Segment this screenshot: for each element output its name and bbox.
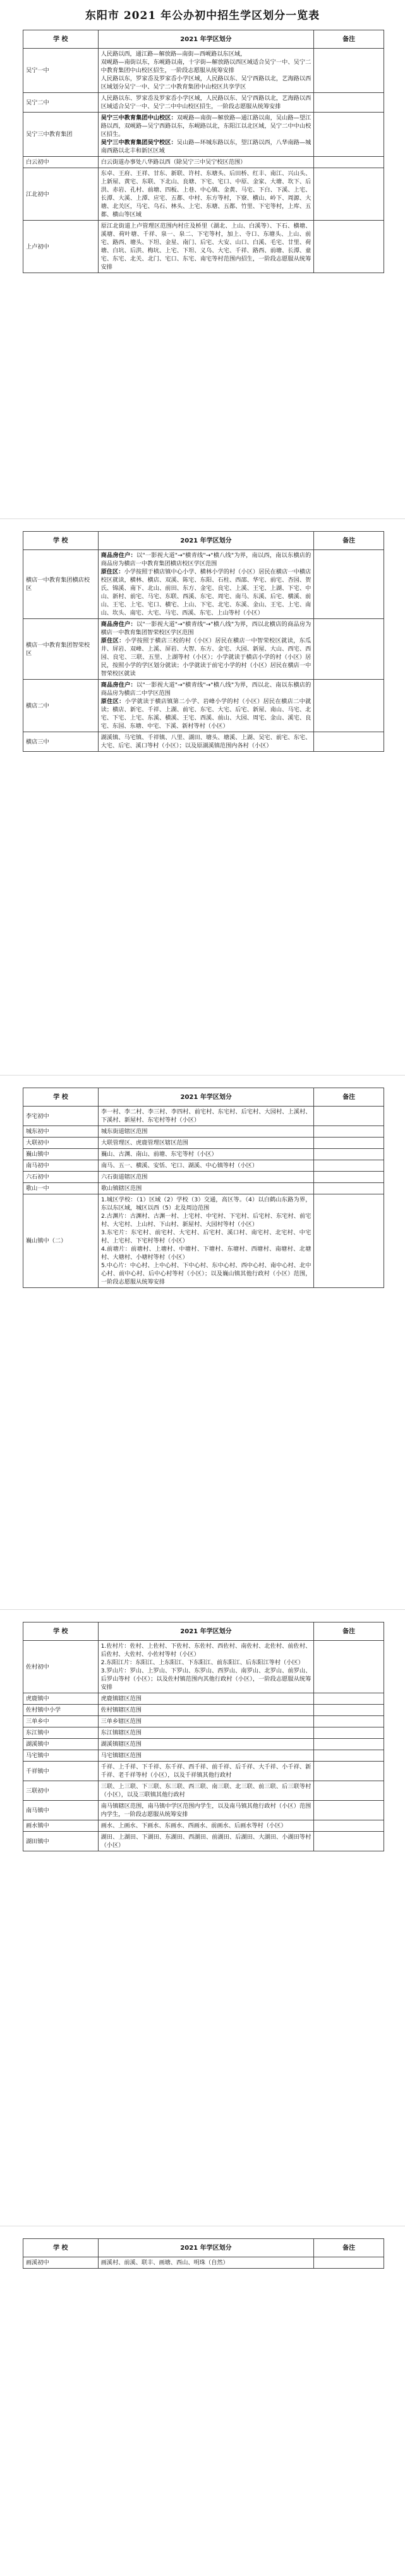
school-name: 千祥镇中 [23, 1762, 99, 1781]
remark-cell [314, 157, 384, 168]
header-school: 学 校 [23, 1088, 99, 1107]
school-name: 湖溪镇中 [23, 1739, 99, 1750]
district-description [98, 1832, 314, 1851]
district-paragraph: 原江北街道上卢管理区范围内村庄及桥里（湖北、上山、白溪等）、下石、横塘、溪塘、荷叶塘、千祥、泉一、泉二、下宅等村，加上、寺口、东塘头、上山、前宅、路西、塘头、下坦、金星、南门、后宅、大安、山口、白溪、毛宅、廿里、荷塘、白坑、后洪、梅坑、上宅、下坦、义乌、大宅、千祥、路西、前塘、长潭、童宅、东宅、北关、北门、宅口、东宅、南宅等村范围内招生，一阶段志愿服从统筹安排 [100, 223, 311, 271]
table-row [23, 1138, 384, 1149]
remark-cell [314, 1641, 384, 1693]
district-paragraph [101, 637, 311, 678]
school-name: 城东初中 [23, 1126, 99, 1138]
district-text: 小学按照于横店三校的村（小区）居民在横店一中智荣校区就读，东瓜井、屏岩、双峰、上溪、屏岩、大智、东方、金宅、大园、新屋、大山、西宅、西园、良宅、三联、五里、上湖等村（小区）；小学就读于横店小学的村（小区）居民，按照小学的学区划分就读；小学就读于前宅小学的村（小区）居民在横店一中智荣校区就读 [100, 637, 311, 677]
district-text: 以"一影视大道"→"横青线"→"横八线"为界，西以北横店的商品房为横店一中教育集团智荣校区学区范围 [100, 621, 311, 636]
district-text: 小学按照于横店镇中心小学、横林小学的村（小区）居民在横店一中横店校区就读，横林、横店、双溪、陈宅、东阳、石柱、西邵、华宅、前宅、杏园、贺氏、锦溪、南下、北山、前田、东方、金宅、良宅、上溪、王宅、上湖、下宅、中山、新村、前宅、马宅、东联、西溪、东宅、周宅、南马、东溪、后宅、横溪、前山、王宅、上宅、宅口、横宅、上山、下宅、北宅、东溪、金山、王宅、上宅、南山、坎头、南宅、大宅、马宅、西溪、东宅、上山等村（小区） [100, 568, 311, 616]
district-paragraph: 大联管理区、虎鹿管理区辖区范围 [100, 1139, 188, 1146]
district-paragraph: 白云街道办事处八华路以西（除吴宁三中吴宁校区范围） [100, 159, 246, 166]
table-row [23, 1801, 384, 1820]
district-paragraph: 城东街道辖区范围 [100, 1128, 148, 1135]
district-description [98, 1693, 314, 1705]
school-name: 横店三中 [23, 732, 99, 752]
header-school: 学 校 [23, 30, 99, 49]
remark-cell [314, 1739, 384, 1750]
district-paragraph [101, 697, 311, 730]
district-paragraph [101, 620, 311, 637]
remark-cell [314, 49, 384, 93]
remark-cell [314, 1194, 384, 1288]
district-paragraph: 画水、上画水、下画水、东画水、西画水、前画水、后画水等村（小区） [100, 1822, 287, 1829]
district-paragraph: 2.东阳江片：东阳江、上东阳江、下东阳江、前东阳江、后东阳江等村（小区） [100, 1659, 304, 1666]
table-header-row [23, 30, 384, 49]
header-note: 备注 [314, 2239, 384, 2257]
table-header-row [23, 1088, 384, 1107]
table-row [23, 1727, 384, 1739]
school-name: 大联初中 [23, 1138, 99, 1149]
district-description [98, 93, 314, 113]
remark-cell [314, 221, 384, 273]
remark-cell [314, 1138, 384, 1149]
district-description [98, 1781, 314, 1801]
district-subheading: 吴宁三中教育集团吴宁校区： [100, 139, 177, 146]
table-row [23, 1107, 384, 1126]
district-description [98, 1801, 314, 1820]
district-description [98, 221, 314, 273]
district-text: 小学就读于横店镇第二小学、岩峰小学的村（小区）居民在横店二中就读；横店、新宅、千祥、上湖、前宅、东宅、大宅、后宅、新屋、南山、马宅、北宅、下宅、上宅、东溪、横溪、王宅、西溪、前山、大园、周宅、金山、溪宅、良宅、东园、东塘、中宅、下溪、新村等村（小区） [100, 698, 311, 730]
table-row [23, 1716, 384, 1727]
school-name: 佐村初中 [23, 1641, 99, 1693]
district-paragraph [101, 138, 311, 155]
district-subheading: 商品房住户： [100, 621, 136, 628]
district-description [98, 1107, 313, 1126]
table-row [23, 1750, 384, 1762]
district-description [98, 619, 314, 680]
district-paragraph: 3.东宅片：东宅村、前宅村、大宅村、后宅村、溪口村、南宅村、北宅村、中宅村、上宅村、下宅村等村（小区） [100, 1229, 311, 1244]
district-table-2 [23, 531, 384, 752]
district-description [98, 157, 314, 168]
table-header-row [23, 532, 384, 550]
district-description [98, 1183, 313, 1194]
district-text: 双岘路—南街—解放路—通江路以南，吴山路—望江路以西，双岘路—吴宁西路以东，东岘路以北，东阳江以北区域，吴宁二中中山校区招生。 [100, 114, 311, 138]
remark-cell [314, 1693, 384, 1705]
header-area: 2021 年学区划分 [98, 30, 314, 49]
district-paragraph: 三联、上三联、下三联、东三联、西三联、南三联、北三联、前三联、后三联等村（小区），以及三联镇其他行政村 [100, 1783, 311, 1798]
table-body [23, 1641, 384, 1851]
district-description [98, 113, 314, 157]
table-row [23, 1172, 384, 1183]
district-description [98, 1160, 313, 1172]
district-description [98, 1739, 314, 1750]
table-row [23, 1832, 384, 1851]
school-name: 歌山一中 [23, 1183, 99, 1194]
district-paragraph: 湖溪镇辖区范围 [100, 1741, 142, 1748]
district-subheading: 吴宁三中教育集团中山校区： [100, 114, 177, 121]
school-name: 南马镇中 [23, 1801, 99, 1820]
table-row [23, 1149, 384, 1160]
table-row [23, 1762, 384, 1781]
table-row [23, 1194, 384, 1288]
school-name: 白云初中 [23, 157, 99, 168]
district-paragraph: 巍山、古渊、南山、前塘、东宅等村（小区） [100, 1151, 217, 1158]
district-description [98, 1138, 313, 1149]
table-row [23, 168, 384, 221]
remark-cell [314, 1801, 384, 1820]
district-paragraph: 南马镇辖区范围，南马镇中学区范围内学生，以及南马镇其他行政村（小区）范围内学生，一阶段志愿服从统筹安排 [100, 1803, 311, 1818]
district-paragraph: 马宅镇辖区范围 [100, 1752, 142, 1759]
remark-cell [314, 680, 384, 732]
remark-cell [314, 732, 384, 752]
table-row [23, 1183, 384, 1194]
header-note: 备注 [314, 532, 384, 550]
district-paragraph: 湖溪镇、马宅镇、千祥镇、八里、湖田、塘头、塘溪、上湖、吴宅、前宅、东宅、大宅、后宅、溪口等村（小区）；以及原湖溪镇范围内各村（小区） [100, 734, 311, 749]
district-paragraph: 东江镇辖区范围 [100, 1729, 142, 1736]
remark-cell [314, 1727, 384, 1739]
table-row [23, 2257, 384, 2269]
district-text: 吴山路—环城东路以东，望江路以西，八华南路—城南西路以北丰和新区区域 [100, 139, 311, 154]
district-paragraph: 5.中心片：中心村、上中心村、下中心村、东中心村、西中心村、南中心村、北中心村、前中心村、后中心村等村（小区）；以及巍山镇其他行政村（小区）范围，一阶段志愿服从统筹安排 [100, 1262, 311, 1285]
district-table-3 [23, 1088, 384, 1288]
district-paragraph: 双岘路—南街以东，东岘路以南，十字街—解放路以西区域适合吴宁一中、吴宁二中教育集团中山校区招生，一阶段志愿服从统筹安排 [100, 59, 311, 74]
header-note: 备注 [314, 1622, 384, 1641]
school-name: 吴宁一中 [23, 49, 99, 93]
district-subheading: 商品房住户： [100, 552, 136, 559]
district-paragraph: 3.罗山片：罗山、上罗山、下罗山、东罗山、西罗山、南罗山、北罗山、前罗山、后罗山等村（小区）；以及佐村镇范围内其他行政村（小区），一阶段志愿服从统筹安排 [100, 1667, 311, 1691]
school-name: 三单乡中 [23, 1716, 99, 1727]
table-row [23, 1126, 384, 1138]
table-row [23, 1820, 384, 1832]
page-title: 东阳市 2021 年公办初中招生学区划分一览表 [85, 9, 320, 22]
header-note: 备注 [314, 30, 384, 49]
district-paragraph: 4.前塘片：前塘村、上塘村、中塘村、下塘村、东塘村、西塘村、南塘村、北塘村、大塘村、小塘村等村（小区） [100, 1246, 311, 1261]
district-text: 以"一影视大道"→"横青线"→"横八线"为界，西以北、南以东横店的商品房为横店二中学区范围 [100, 682, 311, 697]
school-name: 吴宁三中教育集团 [23, 113, 99, 157]
district-paragraph: 人民路以东，罗家岙及罗家岙小学区域，人民路以东、吴宁西路以北，艺海路以西区域划分吴宁一中、吴宁二中教育集团中山校区共享学区 [100, 75, 311, 90]
district-description [98, 732, 314, 752]
school-name: 东江镇中 [23, 1727, 99, 1739]
header-area: 2021 年学区划分 [98, 1622, 314, 1641]
district-paragraph: 2.古渊片：古渊村、古渊一村、上宅村、中宅村、下宅村、后宅村、东宅村、前宅村、大宅村、上山村、下山村、新屋村、大园村等村（小区） [100, 1213, 311, 1228]
district-table-5 [23, 2238, 384, 2269]
district-table-1 [23, 30, 384, 273]
district-subheading: 商品房住户： [100, 682, 136, 689]
table-row [23, 113, 384, 157]
school-name: 横店二中 [23, 680, 99, 732]
remark-cell [314, 550, 384, 619]
header-school: 学 校 [23, 532, 99, 550]
table-body [23, 2257, 384, 2269]
district-description [98, 1716, 314, 1727]
header-area: 2021 年学区划分 [98, 532, 314, 550]
table-row [23, 221, 384, 273]
table-row [23, 1693, 384, 1705]
district-paragraph: 1.城区学校：（1）区域（2）学校（3）交通，高区等。（4）以白鹤山东路为界，东以东区域，城区以西（5）北及周边范围 [100, 1196, 311, 1211]
remark-cell [314, 1705, 384, 1716]
school-name: 三联初中 [23, 1781, 99, 1801]
district-description [98, 1820, 314, 1832]
school-name: 湖田镇中 [23, 1832, 99, 1851]
table-body [23, 49, 384, 273]
district-paragraph: 1.佐村片：佐村、上佐村、下佐村、东佐村、西佐村、南佐村、北佐村、前佐村、后佐村、大佐村、小佐村等村（小区） [100, 1643, 311, 1658]
remark-cell [314, 1160, 384, 1172]
district-paragraph [101, 114, 311, 138]
table-row [23, 1160, 384, 1172]
district-table-4 [23, 1622, 384, 1851]
district-paragraph: 人民路以西，通江路—解放路—南街—西岘路以东区域， [100, 51, 246, 58]
district-paragraph: 佐村镇辖区范围 [100, 1707, 142, 1714]
table-row [23, 1705, 384, 1716]
header-note: 备注 [314, 1088, 384, 1107]
district-subheading: 原住区： [100, 637, 125, 644]
district-subheading: 原住区： [100, 568, 124, 575]
district-description [98, 1194, 313, 1288]
district-description [98, 1172, 313, 1183]
school-name: 南马初中 [23, 1160, 99, 1172]
school-name: 吴宁二中 [23, 93, 99, 113]
district-description [98, 1750, 314, 1762]
remark-cell [314, 1781, 384, 1801]
district-description [98, 1762, 314, 1781]
table-row [23, 93, 384, 113]
remark-cell [314, 1832, 384, 1851]
header-school: 学 校 [23, 1622, 99, 1641]
remark-cell [314, 1183, 384, 1194]
district-paragraph: 湖田、上湖田、下湖田、东湖田、西湖田、前湖田、后湖田、大湖田、小湖田等村（小区） [100, 1834, 311, 1849]
header-area: 2021 年学区划分 [98, 2239, 314, 2257]
remark-cell [314, 2257, 384, 2269]
district-description [98, 550, 314, 619]
district-text: 以"一影视大道"→"横青线"→"横八线"为界，南以西，南以东横店的商品房为横店一中教育集团横店校区学区范围 [100, 552, 311, 567]
district-paragraph: 东卓、王府、王祥、甘东、新联、许村、东塘头、后田桥、红丰、南江、兴山头、上新屋、黄宅、东联、下北山、良塘、下宅、宅口、中原、金家、大塘、坎下、后洪、赤岩、孔村、前塘、四板、上巷、中心镇、金黄、马宅、下白、下溪、上宅、长潭、大溪、上潭、应宅、五都、中村、东方等村，下寮、横山、岭下、周源、大塘、北关区，马宅、乌石、林头、上宅、东塘、五都、竹里、下宅等村，上库、五都、横山等区域 [100, 170, 311, 218]
district-paragraph: 六石街道辖区范围 [100, 1174, 148, 1181]
district-description [98, 1641, 314, 1693]
district-paragraph [101, 681, 311, 697]
district-description [98, 168, 314, 221]
table-body [23, 1107, 384, 1288]
table-header-row [23, 2239, 384, 2257]
remark-cell [314, 168, 384, 221]
school-name: 六石初中 [23, 1172, 99, 1183]
table-row [23, 732, 384, 752]
remark-cell [314, 1149, 384, 1160]
district-paragraph: 三单乡辖区范围 [100, 1718, 142, 1725]
school-name: 横店一中教育集团智荣校区 [23, 619, 99, 680]
remark-cell [314, 1750, 384, 1762]
table-body [23, 550, 384, 752]
remark-cell [314, 1126, 384, 1138]
header-area: 2021 年学区划分 [98, 1088, 313, 1107]
remark-cell [314, 619, 384, 680]
district-paragraph: 人民路以东、罗家岙及罗家岙小学区域，人民路以东、吴宁西路以北，艺海路以西区域适合吴宁一中、吴宁二中中山校区招生，一阶段志愿服从统筹安排 [100, 95, 311, 110]
school-name: 江北初中 [23, 168, 99, 221]
table-row [23, 1739, 384, 1750]
district-description [98, 1149, 313, 1160]
remark-cell [314, 1762, 384, 1781]
table-row [23, 49, 384, 93]
district-subheading: 原住区： [100, 698, 125, 705]
table-row [23, 680, 384, 732]
table-row [23, 619, 384, 680]
school-name: 横店一中教育集团横店校区 [23, 550, 99, 619]
remark-cell [314, 1107, 384, 1126]
district-description [98, 49, 314, 93]
school-name: 李宅初中 [23, 1107, 99, 1126]
remark-cell [314, 113, 384, 157]
table-row [23, 157, 384, 168]
district-description [98, 680, 314, 732]
school-name: 佐村镇中小学 [23, 1705, 99, 1716]
district-paragraph: 李一村、李二村、李三村、李四村、前宅村、东宅村、后宅村、大园村、上溪村、下溪村、新屋村、东宅村等村（小区） [100, 1108, 311, 1124]
remark-cell [314, 1716, 384, 1727]
district-description [98, 2257, 314, 2269]
district-description [98, 1727, 314, 1739]
school-name: 巍山镇中（二） [23, 1194, 99, 1288]
district-paragraph: 画溪村、前溪、联丰、画塘、西山、明珠（自然） [100, 2259, 229, 2266]
school-name: 上卢初中 [23, 221, 99, 273]
school-name: 画溪初中 [23, 2257, 99, 2269]
school-name: 虎鹿镇中 [23, 1693, 99, 1705]
district-description [98, 1126, 313, 1138]
table-row [23, 550, 384, 619]
district-paragraph [101, 551, 311, 568]
school-name: 马宅镇中 [23, 1750, 99, 1762]
district-paragraph: 虎鹿镇辖区范围 [100, 1695, 142, 1702]
header-school: 学 校 [23, 2239, 99, 2257]
school-name: 画水镇中 [23, 1820, 99, 1832]
remark-cell [314, 93, 384, 113]
remark-cell [314, 1172, 384, 1183]
table-row [23, 1641, 384, 1693]
table-row [23, 1781, 384, 1801]
district-paragraph [101, 568, 311, 617]
district-paragraph: 千祥、上千祥、下千祥、东千祥、西千祥、前千祥、后千祥、大千祥、小千祥、新千祥、老千祥等村（小区），以及千祥镇其他行政村 [100, 1763, 311, 1779]
district-paragraph: 南马、五一、横溪、安恬、宅口、湖溪、中心镇等村（小区） [100, 1162, 258, 1169]
school-name: 巍山镇中 [23, 1149, 99, 1160]
district-paragraph: 歌山镇辖区范围 [100, 1185, 142, 1192]
district-description [98, 1705, 314, 1716]
table-header-row [23, 1622, 384, 1641]
remark-cell [314, 1820, 384, 1832]
